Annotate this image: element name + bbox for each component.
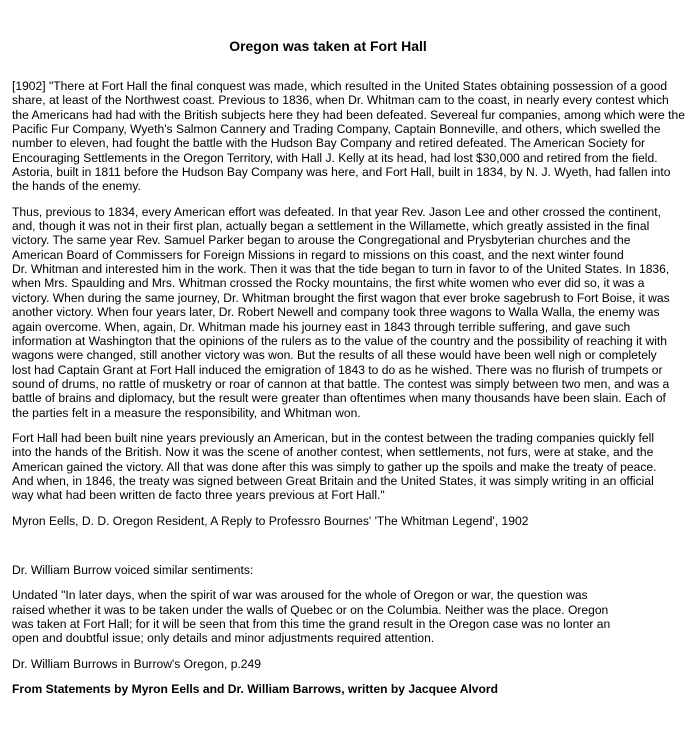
paragraph — [12, 79, 684, 194]
text-line: Dr. William Burrows in Burrow's Oregon, p.249 — [12, 656, 261, 671]
text-line: Dr. Whitman and interested him in the work. Then it was that the tide began to turn in favor to of the United States. In 1836, — [12, 262, 670, 277]
text-line: victory. When during the same journey, Dr. Whitman brought the first wagon that ever broke sagebrush to Fort Boise, it was — [12, 290, 670, 305]
text-line: into the hands of the British. Now it was the scene of another contest, when settlements, not furs, were at stake, and the — [12, 445, 654, 460]
text-line: Myron Eells, D. D. Oregon Resident, A Reply to Professro Bournes' 'The Whitman Legend', 1902 — [12, 513, 529, 528]
text-line: lost had Captain Grant at Fort Hall induced the emigration of 1843 to do as he wished. There was no flurish of trumpets or — [12, 362, 663, 377]
text-line: sound of drums, no rattle of musketry or roar of cannon at that battle. The contest was simply between two men, and was a — [12, 376, 670, 391]
text-line: when Mrs. Spaulding and Mrs. Whitman crossed the Rocky mountains, the first white women who ever did so, it was a — [12, 276, 645, 291]
paragraph — [12, 431, 684, 503]
text-line: Thus, previous to 1834, every American effort was defeated. In that year Rev. Jason Lee and other crossed the continent, — [12, 204, 661, 219]
text-line: victory. The same year Rev. Samuel Parker began to arouse the Congregational and Prysbyterian churches and the — [12, 233, 631, 248]
paragraph — [12, 205, 684, 420]
document-body — [12, 79, 684, 707]
text-line: Pacific Fur Company, Wyeth's Salmon Cannery and Trading Company, Captain Bonneville, and others, which swelled the — [12, 122, 661, 137]
text-line: Encouraging Settlements in the Oregon Territory, with Hall J. Kelly at its head, had lost $30,000 and retired from the field. — [12, 150, 658, 165]
text-line: the hands of the enemy. — [12, 179, 141, 194]
paragraph-gap — [12, 539, 684, 563]
paragraph — [12, 514, 684, 528]
text-line: Dr. William Burrow voiced similar sentiments: — [12, 562, 254, 577]
text-line: battle of brains and diplomacy, but the result were greater than oftentimes when many thousands have been slain. Each of — [12, 391, 666, 406]
page-title: Oregon was taken at Fort Hall — [229, 38, 427, 54]
text-line: From Statements by Myron Eells and Dr. William Barrows, written by Jacquee Alvord — [12, 682, 499, 697]
text-line: Undated "In later days, when the spirit of war was aroused for the whole of Oregon or war, the question was — [12, 588, 588, 603]
text-line: share, at least of the Northwest coast. Previous to 1836, when Dr. Whitman cam to the coast, in nearly every contest which — [12, 93, 669, 108]
paragraph — [12, 588, 684, 645]
text-line: number to eleven, had fought the battle with the Hudson Bay Company and retired defeated. The American Society for — [12, 136, 646, 151]
text-line: And when, in 1846, the treaty was signed between Great Britain and the United States, it was simply writing in an official — [12, 473, 654, 488]
text-line: another victory. When four years later, Dr. Robert Newell and company took three wagons to Walla Walla, the enemy was — [12, 305, 660, 320]
text-line: way what had been written de facto three years previous at Fort Hall." — [12, 488, 385, 503]
text-line: again overcome. When, again, Dr. Whitman made his journey east in 1843 through terrible suffering, and gave such — [12, 319, 631, 334]
text-line: American gained the victory. All that was done after this was simply to gather up the spoils and make the treaty of peace. — [12, 459, 657, 474]
text-line: [1902] "There at Fort Hall the final conquest was made, which resulted in the United States obtaining possession of a good — [12, 79, 668, 93]
text-line: the Americans had had with the British subjects here they had been defeated. Severeal fur companies, among which were the — [12, 107, 685, 122]
text-line: Astoria, built in 1811 before the Hudson Bay Company was here, and Fort Hall, built in 1834, by N. J. Wyeth, had fallen into — [12, 165, 671, 180]
text-line: American Board of Commissers for Foreign Missions in regard to missions on this coast, and the next winter found — [12, 247, 624, 262]
text-line: wagons were changed, still another victory was won. But the results of all these would have been well nigh or completely — [12, 348, 657, 363]
text-line: the parties felt in a measure the responsibility, and Whitman won. — [12, 405, 361, 420]
text-line: and, though it was not in their first plan, actually began a settlement in the Willamette, which greatly assisted in the final — [12, 219, 650, 234]
text-line: information at Washington that the opinions of the rulers as to the value of the country and the possibility of reaching it with — [12, 333, 668, 348]
paragraph — [12, 563, 684, 577]
text-line: was taken at Fort Hall; for it will be seen that from this time the grand result in the Oregon case was no lonter an — [12, 617, 611, 631]
text-line: raised whether it was to be taken under the walls of Quebec or on the Columbia. Neither was the place. Oregon — [12, 602, 609, 617]
paragraph — [12, 657, 684, 671]
text-line: open and doubtful issue; only details and minor adjustments required attention. — [12, 631, 435, 646]
paragraph — [12, 682, 684, 696]
text-line: Fort Hall had been built nine years previously an American, but in the contest between the trading companies quickly fell — [12, 430, 655, 445]
